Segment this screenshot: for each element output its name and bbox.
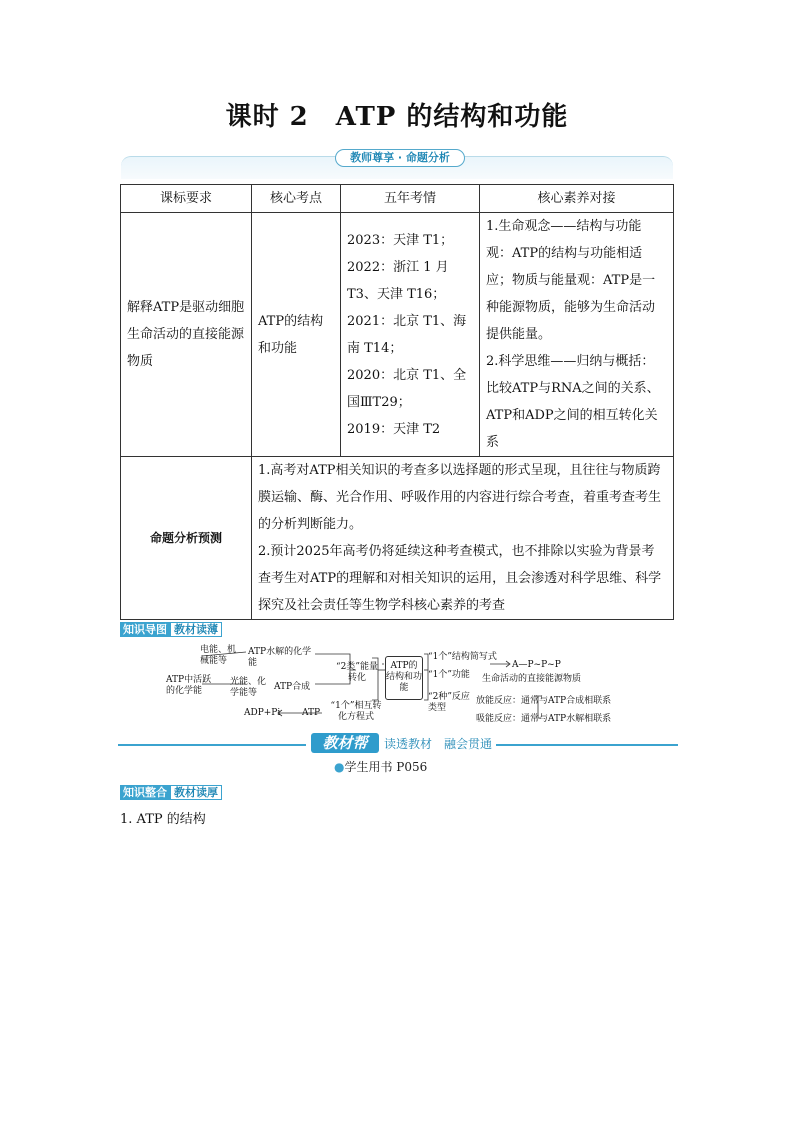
book-reference (334, 758, 427, 775)
header-core-point: 核心考点 (252, 185, 341, 213)
bullet-icon: ● (334, 760, 345, 774)
table-row (121, 457, 674, 620)
jiaocai-brand: 教材帮 (311, 733, 379, 753)
table-header-row (121, 185, 674, 213)
mindmap-node: ADP+Pi (244, 708, 281, 718)
mindmap-node: ATP中活跃的化学能 (166, 675, 212, 696)
header-exam: 五年考情 (341, 185, 480, 213)
prediction-label: 命题分析预测 (121, 457, 252, 620)
mindmap-node: 生命活动的直接能源物质 (482, 674, 582, 684)
mindmap-node: ATP (302, 708, 321, 718)
mindmap-node: 电能、机械能等 (200, 645, 237, 666)
tag-primary: 知识整合 (120, 785, 170, 800)
teacher-banner (121, 148, 673, 178)
tag-primary: 知识导图 (120, 622, 170, 637)
knowledge-map-tag (120, 622, 222, 637)
mindmap-node: “2类”能量转化 (336, 662, 378, 683)
analysis-table (120, 184, 674, 620)
mindmap-node: ATP合成 (274, 682, 311, 692)
mindmap-node: “1个”结构简写式 (428, 652, 497, 662)
jiaocai-subtitle: 读透教材 融会贯通 (384, 737, 493, 751)
section-heading: 1. ATP 的结构 (120, 812, 206, 827)
mindmap-center: ATP的结构和功能 (385, 656, 423, 700)
mindmap-node: ATP水解的化学能 (248, 647, 312, 668)
mindmap-node: A—P~P~P (512, 660, 561, 670)
book-ref-text: 学生用书 P056 (344, 760, 428, 774)
core-point-cell: ATP的结构和功能 (252, 213, 341, 457)
exam-line: 2020：北京 T1、全国ⅢT29； (347, 367, 467, 410)
tag-secondary: 教材读厚 (170, 785, 222, 800)
prediction-cell (252, 457, 674, 620)
mindmap-node: 放能反应：通常与ATP合成相联系 (476, 696, 612, 706)
literacy-item: 2.科学思维——归纳与概括：比较ATP与RNA之间的关系、ATP和ADP之间的相互转化关系 (486, 354, 660, 450)
banner-label: 教师尊享 · 命题分析 (335, 149, 465, 167)
table-row (121, 213, 674, 457)
prediction-item: 1.高考对ATP相关知识的考查多以选择题的形式呈现，且往往与物质跨膜运输、酶、光合作用、呼吸作用的内容进行综合考查，着重考查考生的分析判断能力。 (258, 463, 662, 532)
mindmap-node: 光能、化学能等 (230, 677, 267, 698)
header-literacy: 核心素养对接 (480, 185, 674, 213)
exam-line: 2023：天津 T1； (347, 232, 454, 248)
knowledge-integration-tag (120, 785, 222, 800)
banner-line-left (118, 744, 306, 746)
jiaocai-banner (118, 733, 678, 755)
page-title: 课时 2 ATP 的结构和功能 (225, 102, 569, 132)
knowledge-mindmap (160, 640, 640, 730)
prediction-item: 2.预计2025年高考仍将延续这种考查模式，也不排除以实验为背景考查考生对ATP的理解和对相关知识的运用，且会渗透对科学思维、科学探究及社会责任等生物学科核心素养的考查 (258, 544, 662, 613)
exam-cell (341, 213, 480, 457)
requirement-cell: 解释ATP是驱动细胞生命活动的直接能源物质 (121, 213, 252, 457)
exam-line: 2021：北京 T1、海南 T14； (347, 313, 467, 356)
banner-line-right (496, 744, 678, 746)
exam-line: 2019：天津 T2 (347, 421, 441, 437)
mindmap-node: “2种”反应类型 (428, 692, 470, 713)
exam-line: 2022：浙江 1 月 T3、天津 T16； (347, 259, 449, 302)
literacy-cell (480, 213, 674, 457)
header-requirement: 课标要求 (121, 185, 252, 213)
mindmap-node: “1个”功能 (428, 670, 470, 680)
mindmap-node: 吸能反应：通常与ATP水解相联系 (476, 714, 612, 724)
literacy-item: 1.生命观念——结构与功能观：ATP的结构与功能相适应；物质与能量观：ATP是一种能源物质，能够为生命活动提供能量。 (486, 219, 656, 342)
tag-secondary: 教材读薄 (170, 622, 222, 637)
mindmap-node: “1个”相互转化方程式 (330, 701, 382, 722)
